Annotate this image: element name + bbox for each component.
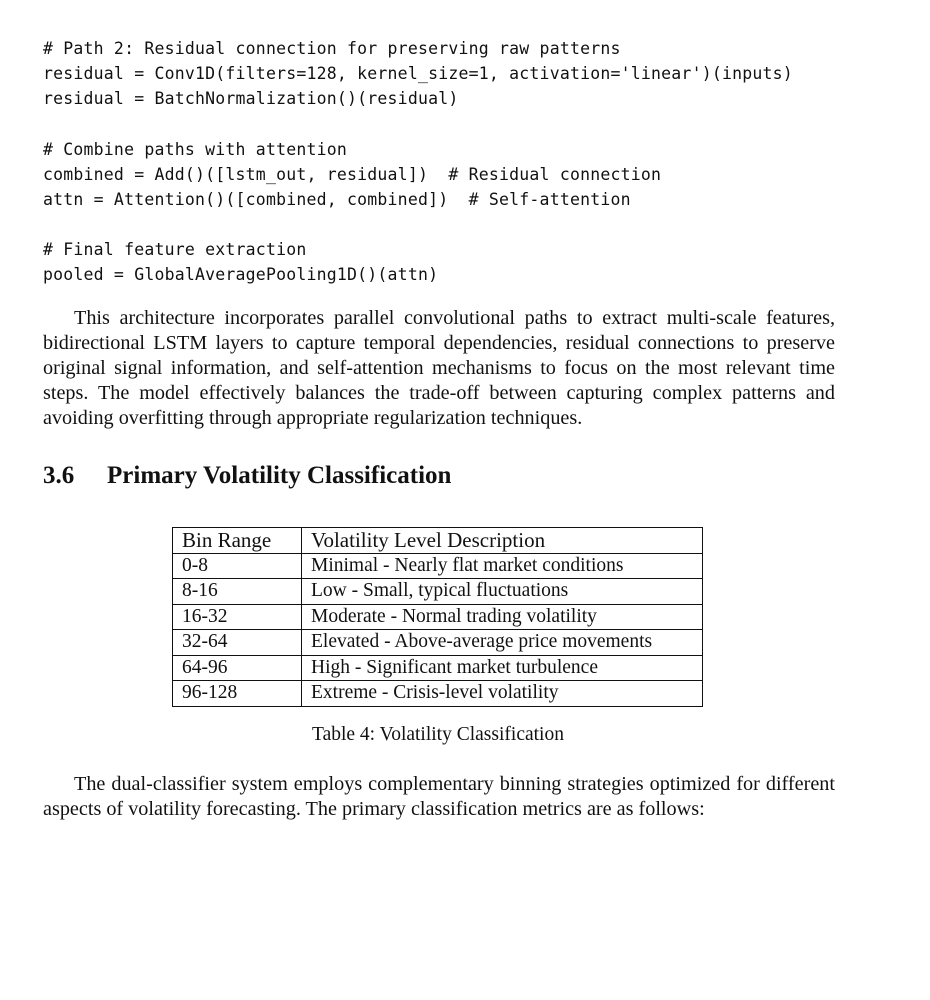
description-cell: Low - Small, typical fluctuations <box>302 579 703 605</box>
description-cell: Moderate - Normal trading volatility <box>302 604 703 630</box>
bin-range-cell: 8-16 <box>173 579 302 605</box>
code-line: pooled = GlobalAveragePooling1D()(attn) <box>43 265 439 284</box>
table-row <box>173 655 703 681</box>
description-cell: Minimal - Nearly flat market conditions <box>302 553 703 579</box>
volatility-table <box>172 527 703 707</box>
section-title: Primary Volatility Classification <box>107 462 452 489</box>
code-line: residual = BatchNormalization()(residual) <box>43 89 459 108</box>
description-cell: Extreme - Crisis-level volatility <box>302 681 703 707</box>
description-cell: High - Significant market turbulence <box>302 655 703 681</box>
body-paragraph: The dual-classifier system employs complementary binning strategies optimized for different aspects of volatility forecasting. The primary classification metrics are as follows: <box>43 773 835 820</box>
table-row <box>173 579 703 605</box>
section-heading <box>43 460 451 492</box>
table-row <box>173 604 703 630</box>
table-header-cell: Bin Range <box>173 528 302 554</box>
table-header-cell: Volatility Level Description <box>302 528 703 554</box>
bin-range-cell: 64-96 <box>173 655 302 681</box>
bin-range-cell: 0-8 <box>173 553 302 579</box>
section-number: 3.6 <box>43 462 75 489</box>
code-line: attn = Attention()([combined, combined]) # Self-attention <box>43 190 631 209</box>
code-line: # Path 2: Residual connection for preserving raw patterns <box>43 39 621 58</box>
code-line: residual = Conv1D(filters=128, kernel_size=1, activation='linear')(inputs) <box>43 64 793 83</box>
bin-range-cell: 16-32 <box>173 604 302 630</box>
code-line: combined = Add()([lstm_out, residual]) # Residual connection <box>43 165 662 184</box>
code-line: # Combine paths with attention <box>43 140 348 159</box>
table-header-row <box>173 528 703 554</box>
code-line: # Final feature extraction <box>43 240 307 259</box>
bin-range-cell: 96-128 <box>173 681 302 707</box>
description-cell: Elevated - Above-average price movements <box>302 630 703 656</box>
body-paragraph: This architecture incorporates parallel convolutional paths to extract multi-scale features, bidirectional LSTM layers to capture temporal dependencies, residual connections to preserve original signal information, and self-attention mechanisms to focus on the most relevant time steps. The model effectively balances the trade-off between capturing complex patterns and avoiding overfitting through appropriate regularization techniques. <box>43 307 835 429</box>
table-caption: Table 4: Volatility Classification <box>312 724 564 745</box>
table-row <box>173 630 703 656</box>
table-row <box>173 553 703 579</box>
bin-range-cell: 32-64 <box>173 630 302 656</box>
table-row <box>173 681 703 707</box>
